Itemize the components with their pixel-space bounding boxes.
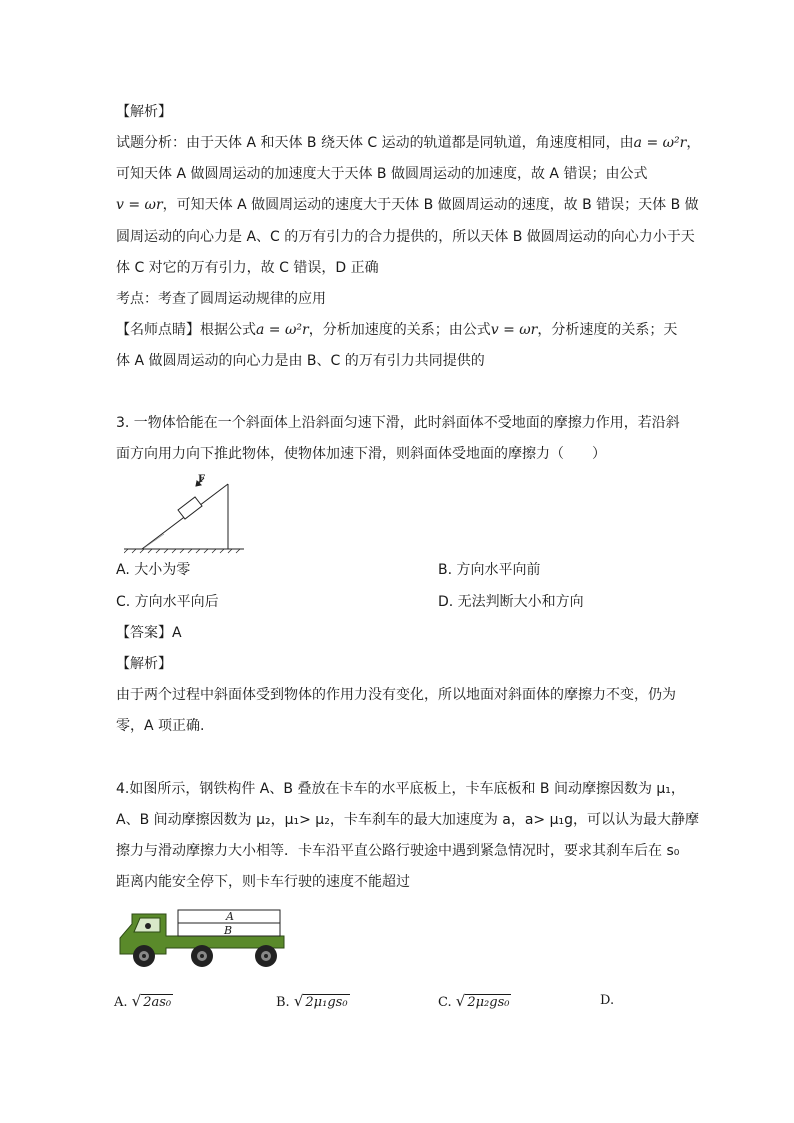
formula: a = ω²r — [633, 135, 687, 151]
text: 试题分析：由于天体 A 和天体 B 绕天体 C 运动的轨道都是同轨道，角速度相同，由 — [116, 135, 634, 151]
text: ， — [686, 135, 701, 151]
analysis-line-5: 体 C 对它的万有引力，故 C 错误，D 正确 — [116, 260, 379, 276]
kaodian: 考点：考查了圆周运动规律的应用 — [116, 291, 326, 307]
q3-option-b[interactable]: B. 方向水平向前 — [438, 562, 541, 578]
option-label: D. — [600, 993, 615, 1008]
q3-explain-1: 由于两个过程中斜面体受到物体的作用力没有变化，所以地面对斜面体的摩擦力不变，仍为 — [116, 687, 676, 703]
block — [178, 497, 202, 519]
analysis-line-1 — [116, 133, 700, 153]
tip-line-2: 体 A 做圆周运动的向心力是由 B、C 的万有引力共同提供的 — [116, 353, 485, 369]
option-expr: 2μ₁gs₀ — [305, 995, 348, 1010]
q3-analysis-heading: 【解析】 — [116, 656, 172, 672]
incline-figure — [124, 472, 250, 554]
q4-stem-2: A、B 间动摩擦因数为 μ₂，μ₁> μ₂，卡车刹车的最大加速度为 a，a> μ₁g，可以认为最大静摩 — [116, 812, 700, 828]
q3-explain-2: 零，A 项正确. — [116, 718, 205, 734]
q3-option-a[interactable]: A. 大小为零 — [116, 562, 191, 578]
analysis-line-3 — [116, 195, 699, 215]
truck-figure — [116, 904, 288, 970]
q4-option-d[interactable] — [600, 991, 614, 1011]
q4-stem-1: 4.如图所示，钢铁构件 A、B 叠放在卡车的水平底板上，卡车底板和 B 间动摩擦因数为 μ₁， — [116, 781, 685, 797]
sqrt-icon: √ — [293, 992, 304, 1010]
formula: v = ωr — [116, 197, 163, 213]
q4-option-c[interactable] — [438, 991, 511, 1013]
q4-option-b[interactable] — [276, 991, 350, 1013]
text: 【名师点睛】根据公式 — [116, 322, 256, 338]
q3-stem-1: 3. 一物体恰能在一个斜面体上沿斜面匀速下滑，此时斜面体不受地面的摩擦力作用，若沿斜 — [116, 415, 680, 431]
q3-stem-2: 面方向用力向下推此物体，使物体加速下滑，则斜面体受地面的摩擦力（ ） — [116, 446, 606, 462]
option-expr: 2as₀ — [143, 995, 172, 1010]
analysis-line-2: 可知天体 A 做圆周运动的加速度大于天体 B 做圆周运动的加速度，故 A 错误；由公式 — [116, 166, 648, 182]
analysis-heading: 【解析】 — [116, 104, 172, 120]
q4-stem-3: 擦力与滑动摩擦力大小相等．卡车沿平直公路行驶途中遇到紧急情况时，要求其刹车后在 s₀ — [116, 843, 680, 859]
force-label: F — [198, 474, 206, 485]
formula: v = ωr — [490, 322, 538, 338]
q4-option-a[interactable] — [114, 991, 173, 1013]
option-expr: 2μ₂gs₀ — [467, 995, 510, 1010]
analysis-line-4: 圆周运动的向心力是 A、C 的万有引力的合力提供的，所以天体 B 做圆周运动的向心力小于天 — [116, 229, 695, 245]
text: ，分析加速度的关系；由公式 — [308, 322, 491, 338]
sqrt-icon: √ — [131, 992, 142, 1010]
text: ，可知天体 A 做圆周运动的速度大于天体 B 做圆周运动的速度，故 B 错误；天体 B 做 — [162, 197, 699, 213]
sqrt-icon: √ — [455, 992, 466, 1010]
box-a-label: A — [226, 910, 234, 923]
box-b-label: B — [224, 924, 233, 937]
q3-option-c[interactable]: C. 方向水平向后 — [116, 594, 219, 610]
text: ，分析速度的关系；天 — [537, 322, 678, 338]
option-label: B. — [276, 995, 290, 1010]
q4-stem-4: 距离内能安全停下，则卡车行驶的速度不能超过 — [116, 874, 410, 890]
driver — [145, 923, 151, 929]
q3-option-d[interactable]: D. 无法判断大小和方向 — [438, 594, 584, 610]
option-label: A. — [114, 995, 128, 1010]
option-label: C. — [438, 995, 452, 1010]
q3-answer: 【答案】A — [116, 625, 182, 641]
formula: a = ω²r — [256, 322, 309, 338]
tip-line-1 — [116, 320, 677, 340]
